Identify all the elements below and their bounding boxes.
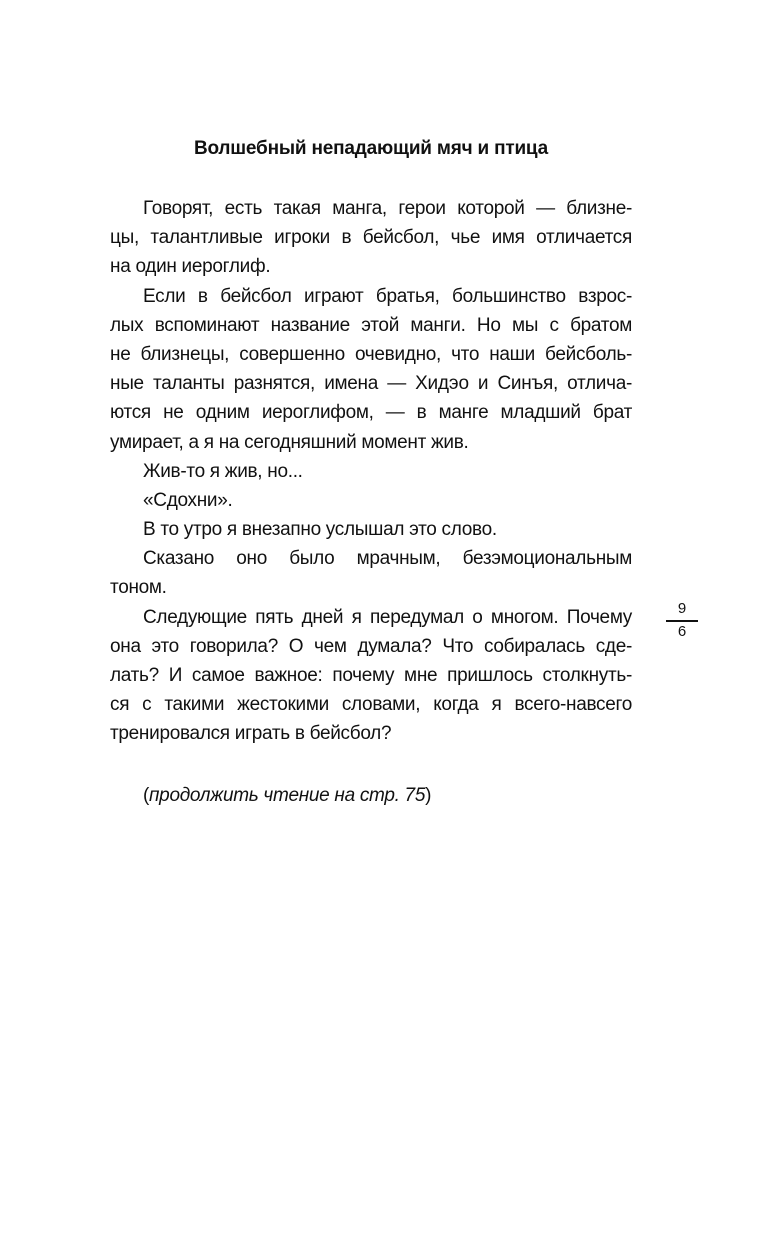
text-line: ся с такими жестокими словами, когда я всего-навсего: [110, 694, 632, 716]
text-line: умирает, а я на сегодняшний момент жив.: [110, 431, 469, 453]
page-number-divider: [666, 620, 698, 622]
text-line: лать? И самое важное: почему мне пришлось столкнуть-: [110, 665, 632, 686]
page-number-bottom: 6: [677, 622, 687, 640]
paren-open: (: [143, 785, 150, 806]
text-line: лых вспоминают название этой манги. Но мы с братом: [110, 314, 632, 336]
text-line: Если в бейсбол играют братья, большинство взрос-: [143, 285, 632, 307]
page-number-marker: [664, 600, 700, 641]
continue-reading-text: продолжить чтение на стр. 75: [149, 785, 426, 806]
text-line: на один иероглиф.: [110, 256, 271, 278]
text-line: В то утро я внезапно услышал это слово.: [143, 519, 497, 541]
text-line: «Сдохни».: [143, 489, 233, 511]
text-line: тренировался играть в бейсбол?: [110, 723, 392, 745]
text-line: она это говорила? О чем думала? Что собиралась сде-: [110, 635, 632, 657]
text-line: Сказано оно было мрачным, безэмоциональным: [143, 548, 632, 570]
page-number-top: 9: [677, 600, 687, 617]
text-line: Следующие пять дней я передумал о многом. Почему: [143, 606, 632, 628]
text-line: не близнецы, совершенно очевидно, что наши бейсболь-: [110, 343, 632, 365]
text-line: Жив-то я жив, но...: [143, 460, 303, 482]
text-line: Говорят, есть такая манга, герои которой — близне-: [143, 198, 632, 219]
text-line: ные таланты разнятся, имена — Хидэо и Синъя, отлича-: [110, 373, 632, 395]
continue-reading-note: [143, 785, 431, 807]
chapter-title: Волшебный непадающий мяч и птица: [193, 138, 549, 159]
chapter-body: [110, 194, 632, 749]
paren-close: ): [425, 785, 432, 806]
text-line: тоном.: [110, 577, 167, 599]
text-line: ются не одним иероглифом, — в манге младший брат: [110, 402, 632, 424]
text-line: цы, талантливые игроки в бейсбол, чье имя отличается: [110, 227, 632, 249]
